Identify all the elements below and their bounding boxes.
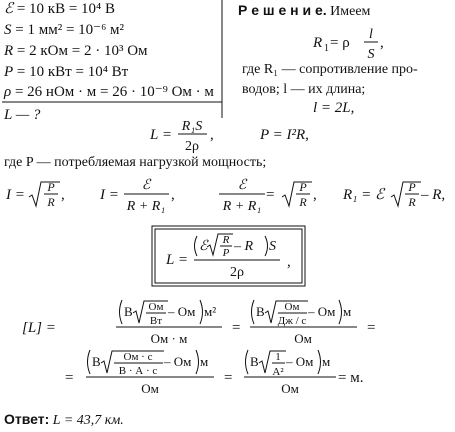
r1-denominator: R — [408, 195, 416, 209]
solution-heading: Р е ш е н и е. Имеем — [238, 2, 371, 19]
u1-sqrt-numerator: Ом — [148, 301, 164, 313]
i3-tail: , — [313, 187, 317, 203]
given-row-5: ρ = 26 нОм · м = 26 · 10⁻⁹ Ом · м — [4, 84, 214, 100]
i2-denominator: R + R₁ — [126, 199, 166, 214]
formula-r1-solved — [342, 180, 445, 209]
u4-sqrt-numerator: 1 — [275, 351, 281, 363]
units-equals-1: = — [232, 320, 241, 336]
formula-l-numerator: R₁S — [181, 119, 203, 134]
formula-l-lhs: L = — [150, 127, 172, 143]
given-row-3: R = 2 кОм = 2 · 10³ Ом — [4, 43, 148, 59]
eq1-lhs: R — [313, 35, 323, 51]
boxed-s: S — [269, 239, 276, 254]
u1-minus-ohm: – Ом — [168, 304, 196, 319]
boxed-right-paren — [265, 236, 268, 256]
u2-m: м — [343, 304, 352, 319]
i1-numerator: P — [47, 180, 55, 194]
u2-sqrt-numerator: Ом — [284, 301, 300, 313]
u2-sqrt-denominator: Дж / с — [277, 315, 307, 327]
u1-volt: В — [124, 304, 133, 319]
boxed-lhs: L = — [166, 252, 188, 268]
given-row-4: P = 10 кВт = 10⁴ Вт — [4, 64, 129, 80]
u4-denominator: Ом — [281, 381, 299, 396]
boxed-sqrt-denominator: P — [222, 247, 230, 259]
u3-sqrt-numerator: Ом · с — [123, 351, 153, 363]
u2-right-paren — [339, 300, 342, 324]
r1-numerator: P — [408, 180, 416, 194]
u4-sqrt-denominator: А² — [272, 366, 284, 378]
formula-l-equals-2l: l = 2L, — [313, 100, 355, 116]
u3-volt: В — [92, 354, 101, 369]
formula-l-denominator: 2ρ — [185, 139, 199, 154]
eq1-sub: 1 — [324, 43, 329, 54]
answer-line — [4, 411, 124, 428]
eq1-tail: , — [380, 35, 384, 51]
u3-sqrt-denominator: В · А · с — [118, 365, 158, 377]
i2-numerator: ℰ — [141, 178, 151, 193]
formula-i-sqrt — [5, 180, 65, 209]
units-fraction-2 — [250, 300, 357, 346]
eq1-mid: = ρ — [330, 35, 350, 51]
i3-denominator: R + R₁ — [222, 199, 262, 214]
formula-equate — [219, 178, 317, 214]
eq1-numerator: l — [369, 27, 373, 42]
u3-left-paren — [88, 350, 91, 374]
i2-tail: , — [171, 187, 175, 203]
u4-minus-ohm: – Ом — [286, 354, 314, 369]
units-result: = м. — [338, 370, 364, 386]
units-line-2 — [65, 350, 363, 396]
u2-denominator: Ом — [294, 331, 312, 346]
u2-volt: В — [256, 304, 265, 319]
u1-right-paren — [200, 300, 203, 324]
formula-l-tail: , — [210, 127, 214, 143]
u2-left-paren — [252, 300, 255, 324]
formula-power: P = I²R, — [260, 127, 309, 143]
i3-sqrt-denominator: R — [299, 195, 307, 209]
u1-left-paren — [120, 300, 123, 324]
i2-lhs: I = — [100, 187, 119, 203]
units-equals-4: = — [224, 370, 233, 386]
i3-sqrt-numerator: P — [299, 180, 307, 194]
i1-tail: , — [61, 187, 65, 203]
boxed-epsilon: ℰ — [199, 239, 208, 254]
eq1-denominator: S — [367, 47, 375, 62]
formula-r1-resistance — [312, 27, 384, 62]
boxed-sqrt-numerator: R — [222, 234, 230, 246]
r1-tail: – R, — [421, 187, 446, 203]
boxed-left-paren — [195, 236, 198, 256]
given-row-2: S = 1 мм² = 10⁻⁶ м² — [4, 22, 125, 38]
u3-minus-ohm: – Ом — [164, 354, 192, 369]
given-block — [2, 0, 222, 123]
i1-lhs: I = — [6, 187, 25, 203]
units-equals-2: = — [367, 320, 376, 336]
u3-right-paren — [196, 350, 199, 374]
power-note: где P — потребляемая нагрузкой мощность; — [4, 155, 267, 170]
boxed-minus-r: – R — [234, 239, 254, 254]
solution-intro — [238, 2, 418, 116]
i3-equals: = — [266, 187, 275, 203]
i1-denominator: R — [47, 195, 55, 209]
given-unknown: L — ? — [4, 107, 41, 123]
answer: Ответ: L = 43,7 км. — [4, 411, 124, 428]
given-row-1: ℰ = 10 кВ = 10⁴ В — [4, 1, 116, 17]
boxed-result-formula — [152, 226, 305, 286]
i3-numerator: ℰ — [237, 178, 247, 193]
u1-denominator: Ом · м — [150, 331, 188, 346]
units-fraction-1 — [116, 300, 222, 346]
u3-m: м — [200, 354, 209, 369]
u4-m: м — [322, 354, 331, 369]
u4-left-paren — [246, 350, 249, 374]
units-fraction-4 — [244, 350, 336, 396]
u2-minus-ohm: – Ом — [308, 304, 336, 319]
units-fraction-3 — [86, 350, 214, 396]
formula-l-row — [149, 119, 309, 154]
boxed-tail: , — [287, 254, 291, 270]
solution-line-3: водов; l — их длина; — [242, 82, 366, 97]
u1-m2: м² — [204, 304, 217, 319]
solution-line-2: где R₁ — сопротивление про- — [242, 62, 418, 77]
u3-denominator: Ом — [141, 381, 159, 396]
units-lhs: [L] = — [22, 320, 56, 336]
formula-i-ohm — [99, 178, 175, 214]
u4-volt: В — [250, 354, 259, 369]
u4-right-paren — [318, 350, 321, 374]
formula-current-row — [5, 178, 445, 214]
r1-lhs: R₁ = ℰ — [343, 187, 385, 203]
units-equals-3: = — [65, 370, 74, 386]
units-line-1 — [22, 300, 375, 346]
u1-sqrt-denominator: Вт — [149, 315, 163, 327]
boxed-denominator: 2ρ — [230, 265, 244, 280]
